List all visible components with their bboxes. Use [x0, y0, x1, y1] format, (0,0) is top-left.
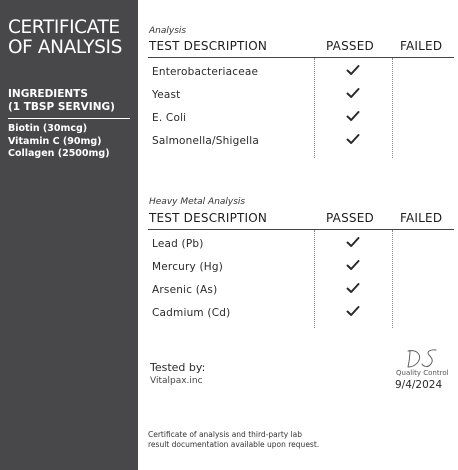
ingredient-item: Biotin (30mcg): [8, 123, 88, 134]
test-name: Salmonella/Shigella: [152, 135, 260, 147]
analysis-test-row: [148, 62, 454, 84]
heavy-metal-test-row: [148, 280, 454, 302]
check-icon: [346, 110, 360, 122]
tested-by-company: Vitalpax.inc: [150, 376, 203, 386]
analysis-header-rule: [148, 57, 454, 58]
heavy-metal-col-description: TEST DESCRIPTION: [149, 211, 268, 225]
heavy-metal-col-failed: FAILED: [400, 211, 443, 225]
ingredients-list: [8, 123, 130, 161]
footnote-line2: result documentation available upon request.: [148, 440, 320, 449]
analysis-test-row: [148, 108, 454, 130]
test-name: Enterobacteriaceae: [152, 66, 259, 78]
footnote: [148, 430, 348, 450]
certificate-title-line1: CERTIFICATE: [8, 17, 120, 38]
analysis-test-row: [148, 85, 454, 107]
ingredient-item: Vitamin C (90mg): [8, 135, 102, 147]
test-name: Yeast: [152, 89, 181, 101]
analysis-header-row: [148, 39, 454, 55]
heavy-metal-section-label: Heavy Metal Analysis: [149, 197, 246, 207]
test-name: E. Coli: [152, 112, 187, 124]
check-icon: [346, 282, 360, 294]
ingredients-heading-line1: INGREDIENTS: [8, 88, 88, 100]
heavy-metal-col-passed: PASSED: [326, 211, 374, 225]
analysis-section-label: Analysis: [149, 26, 187, 36]
certificate-title-line2: OF ANALYSIS: [8, 37, 122, 58]
tested-by-label: Tested by:: [150, 361, 206, 374]
check-icon: [346, 87, 360, 99]
check-icon: [346, 64, 360, 76]
ingredients-heading-line2: (1 TBSP SERVING): [8, 101, 115, 113]
check-icon: [346, 259, 360, 271]
test-name: Mercury (Hg): [152, 261, 224, 273]
test-name: Arsenic (As): [152, 284, 218, 296]
heavy-metal-header-row: [148, 211, 454, 227]
signature-icon: [404, 346, 444, 370]
check-icon: [346, 133, 360, 145]
analysis-col-description: TEST DESCRIPTION: [149, 39, 268, 53]
results-area: [148, 0, 454, 470]
ingredient-item: Collagen (2500mg): [8, 148, 110, 159]
heavy-metal-test-row: [148, 303, 454, 325]
analysis-col-failed: FAILED: [400, 39, 443, 53]
quality-control-date: 9/4/2024: [395, 379, 443, 391]
ingredients-divider: [8, 118, 130, 119]
test-name: Cadmium (Cd): [152, 307, 231, 319]
certificate-title: [8, 18, 130, 58]
heavy-metal-test-row: [148, 234, 454, 256]
test-name: Lead (Pb): [152, 238, 204, 250]
heavy-metal-header-rule: [148, 229, 454, 230]
left-panel: [0, 0, 138, 470]
footnote-line1: Certificate of analysis and third-party lab: [148, 430, 303, 439]
quality-control-label: Quality Control: [396, 369, 449, 377]
ingredients-heading: [8, 88, 130, 114]
analysis-test-row: [148, 131, 454, 153]
analysis-col-passed: PASSED: [326, 39, 374, 53]
check-icon: [346, 305, 360, 317]
heavy-metal-test-row: [148, 257, 454, 279]
check-icon: [346, 236, 360, 248]
